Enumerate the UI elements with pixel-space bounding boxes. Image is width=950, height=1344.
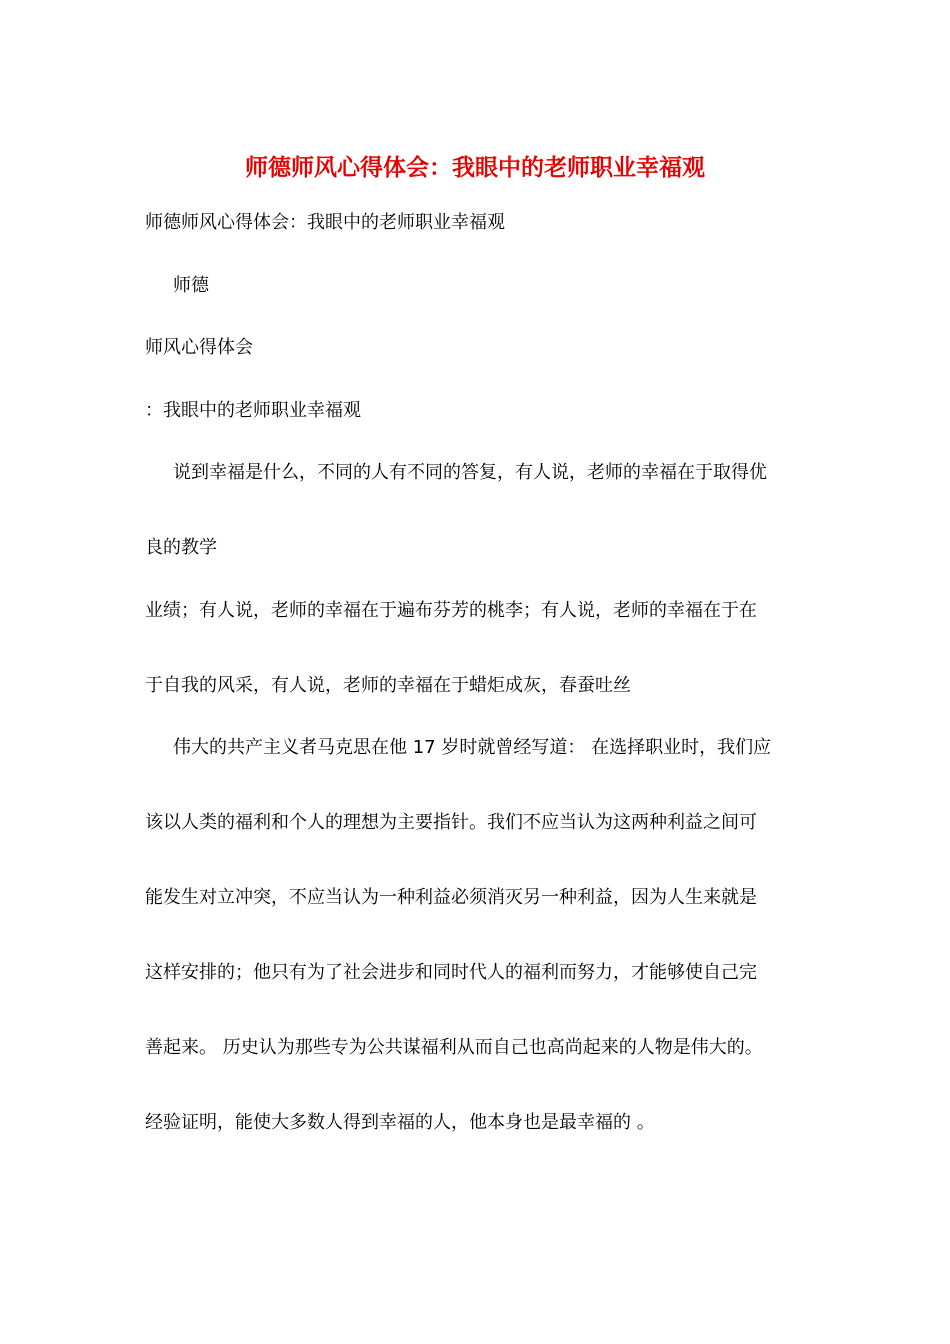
paragraph-line: 善起来。 历史认为那些专为公共谋福利从而自己也高尚起来的人物是伟大的。 xyxy=(145,1037,763,1058)
text-line: 师风心得体会 xyxy=(145,337,253,358)
paragraph-line: 这样安排的；他只有为了社会进步和同时代人的福利而努力，才能够使自己完 xyxy=(145,962,757,983)
paragraph-line: 伟大的共产主义者马克思在他 17 岁时就曾经写道： 在选择职业时，我们应 xyxy=(173,737,772,758)
paragraph-line: 良的教学 xyxy=(145,537,217,558)
text-line: ：我眼中的老师职业幸福观 xyxy=(145,400,361,421)
paragraph-line: 能发生对立冲突，不应当认为一种利益必须消灭另一种利益，因为人生来就是 xyxy=(145,887,757,908)
paragraph-line: 说到幸福是什么，不同的人有不同的答复，有人说，老师的幸福在于取得优 xyxy=(173,462,767,483)
subtitle-line: 师德师风心得体会：我眼中的老师职业幸福观 xyxy=(145,212,505,233)
paragraph-line: 于自我的风采，有人说，老师的幸福在于蜡炬成灰，春蚕吐丝 xyxy=(145,675,631,696)
paragraph-line: 经验证明，能使大多数人得到幸福的人，他本身也是最幸福的 。 xyxy=(145,1112,655,1133)
text-line: 师德 xyxy=(173,275,209,296)
page-title: 师德师风心得体会：我眼中的老师职业幸福观 xyxy=(245,155,705,181)
paragraph-line: 该以人类的福利和个人的理想为主要指针。我们不应当认为这两种利益之间可 xyxy=(145,812,757,833)
paragraph-line: 业绩；有人说，老师的幸福在于遍布芬芳的桃李；有人说，老师的幸福在于在 xyxy=(145,600,757,621)
